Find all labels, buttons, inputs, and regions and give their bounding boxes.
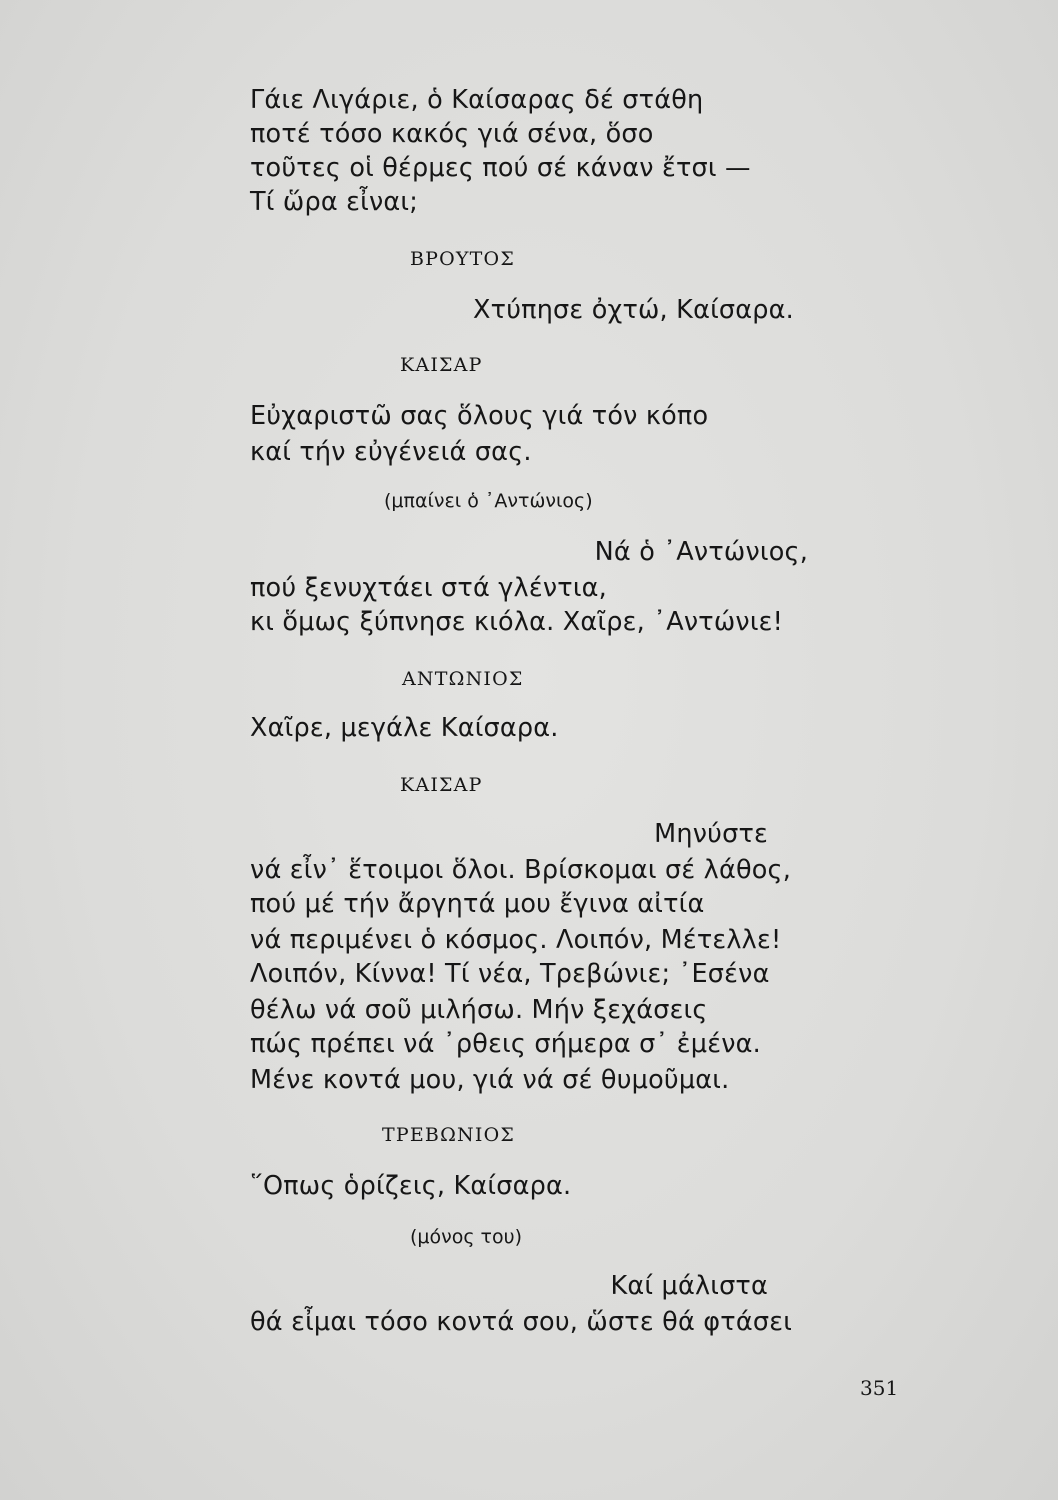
page-number: 351 [860, 1376, 899, 1400]
verse-line: Νά ὁ ᾿Αντώνιος, [594, 537, 808, 567]
stage-direction: (μόνος του) [410, 1226, 523, 1248]
verse-line: Λοιπόν, Κίννα! Τί νέα, Τρεβώνιε; ᾿Εσένα [250, 959, 770, 989]
speaker-name: ΒΡΟΥΤΟΣ [410, 248, 515, 270]
verse-line: Μένε κοντά μου, γιά νά σέ θυμοῦμαι. [250, 1065, 730, 1095]
verse-line: Τί ὥρα εἶναι; [250, 187, 419, 217]
speaker-name: ΑΝΤΩΝΙΟΣ [402, 668, 524, 690]
verse-line: καί τήν εὐγένειά σας. [250, 437, 532, 467]
verse-line: Γάιε Λιγάριε, ὁ Καίσαρας δέ στάθη [250, 85, 704, 115]
verse-line: θά εἶμαι τόσο κοντά σου, ὥστε θά φτάσει [250, 1307, 793, 1337]
speaker-name: ΤΡΕΒΩΝΙΟΣ [382, 1124, 515, 1146]
verse-line: Εὐχαριστῶ σας ὅλους γιά τόν κόπο [250, 401, 709, 431]
verse-line: πού μέ τήν ἄργητά μου ἔγινα αἰτία [250, 889, 705, 919]
verse-line: κι ὅμως ξύπνησε κιόλα. Χαῖρε, ᾿Αντώνιε! [250, 607, 784, 637]
verse-line: νά εἶν᾿ ἕτοιμοι ὅλοι. Βρίσκομαι σέ λάθος, [250, 855, 792, 885]
verse-line: νά περιμένει ὁ κόσμος. Λοιπόν, Μέτελλε! [250, 925, 782, 955]
verse-line: ῞Οπως ὁρίζεις, Καίσαρα. [250, 1171, 572, 1201]
verse-line: Χαῖρε, μεγάλε Καίσαρα. [250, 713, 559, 743]
speaker-name: ΚΑΙΣΑΡ [400, 774, 483, 796]
speaker-name: ΚΑΙΣΑΡ [400, 354, 483, 376]
verse-line: Χτύπησε ὀχτώ, Καίσαρα. [472, 295, 794, 325]
verse-line: πώς πρέπει νά ᾿ρθεις σήμερα σ᾿ ἐμένα. [250, 1029, 761, 1059]
stage-direction: (μπαίνει ὁ ᾿Αντώνιος) [384, 490, 593, 512]
verse-line: ποτέ τόσο κακός γιά σένα, ὅσο [250, 119, 654, 149]
verse-line: Καί μάλιστα [610, 1271, 768, 1301]
verse-line: πού ξενυχτάει στά γλέντια, [250, 573, 607, 603]
verse-line: θέλω νά σοῦ μιλήσω. Μήν ξεχάσεις [250, 995, 708, 1025]
verse-line: τοῦτες οἱ θέρμες πού σέ κάναν ἔτσι — [250, 153, 751, 183]
verse-line: Μηνύστε [654, 819, 768, 849]
